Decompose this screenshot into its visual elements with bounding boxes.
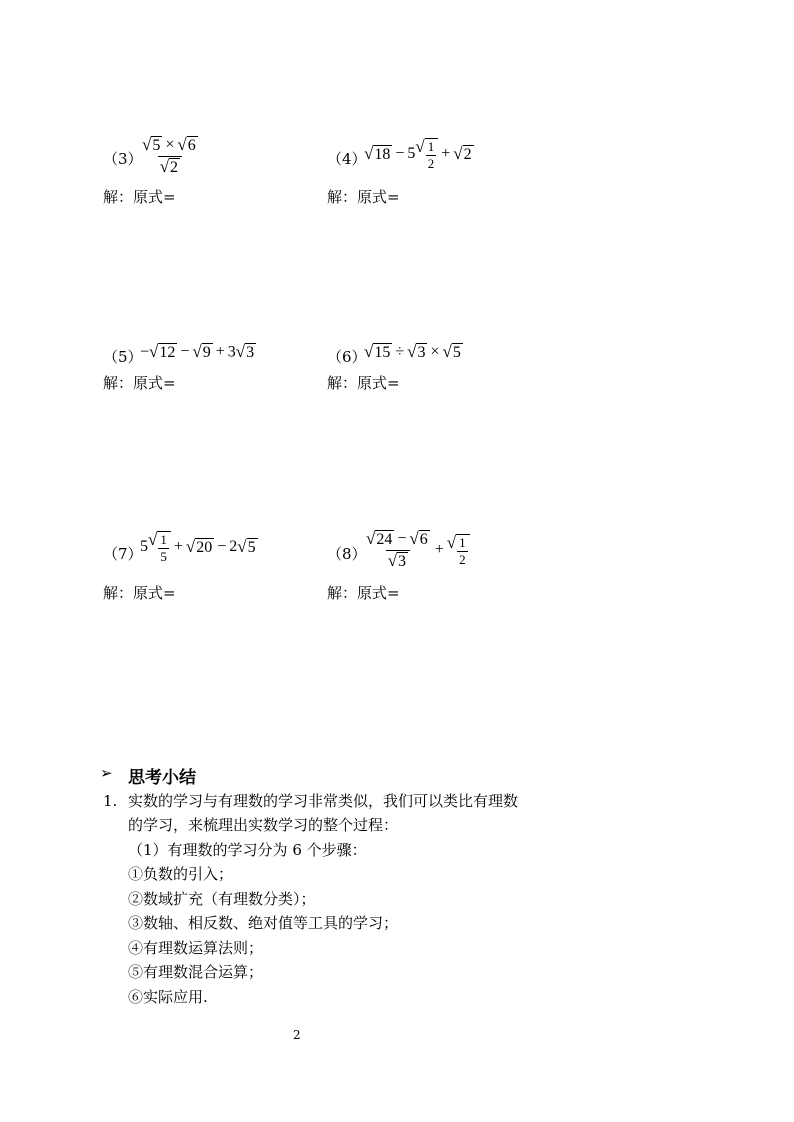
summary-step-4: ④有理数运算法则； <box>128 939 264 957</box>
problem-6-expression: √ 15 ÷ √ 3 × √ 5 <box>364 342 461 361</box>
problem-5-expression: − √ 12 − √ 9 + 3 √ 3 <box>140 342 255 361</box>
problem-3-expression: √ 5 × √ 6 √ 2 <box>142 135 196 176</box>
problem-7-solution: 解：原式= <box>103 584 176 602</box>
problem-8-expression: √ 24 − √ 6 √ 3 + √ $\frac{1}{2}$ <box>364 530 470 571</box>
problem-8-solution: 解：原式= <box>327 584 400 602</box>
summary-line-3: （1）有理数的学习分为 6 个步骤： <box>128 841 367 859</box>
summary-step-2: ②数域扩充（有理数分类）； <box>128 890 316 908</box>
summary-heading: 思考小结 <box>128 768 196 788</box>
problem-5-label: （5） <box>103 348 143 366</box>
problem-6-label: （6） <box>327 348 367 366</box>
problem-3-solution: 解：原式= <box>103 188 176 206</box>
bullet-arrow-icon: ➢ <box>100 764 113 782</box>
problem-4-label: （4） <box>327 150 367 168</box>
summary-line-2: 的学习，来梳理出实数学习的整个过程： <box>128 816 399 834</box>
problem-5-solution: 解：原式= <box>103 374 176 392</box>
summary-step-5: ⑤有理数混合运算； <box>128 963 264 981</box>
summary-step-6: ⑥实际应用. <box>128 988 208 1006</box>
problem-7-expression: 5 √ $\frac{1}{5}$ + √ 20 − 2 √ 5 <box>140 530 256 564</box>
problem-4-expression: √ 18 − 5 √ $\frac{1}{2}$ + √ 2 <box>364 137 472 171</box>
problem-4-solution: 解：原式= <box>327 188 400 206</box>
summary-item-number: 1. <box>103 792 118 810</box>
problem-3-label: （3） <box>103 150 143 168</box>
summary-line-1: 实数的学习与有理数的学习非常类似，我们可以类比有理数 <box>128 792 519 810</box>
problem-8-label: （8） <box>327 545 367 563</box>
summary-step-1: ①负数的引入； <box>128 865 234 883</box>
problem-6-solution: 解：原式= <box>327 374 400 392</box>
summary-step-3: ③数轴、相反数、绝对值等工具的学习； <box>128 914 399 932</box>
page-number: 2 <box>293 1028 301 1042</box>
problem-7-label: （7） <box>103 545 143 563</box>
